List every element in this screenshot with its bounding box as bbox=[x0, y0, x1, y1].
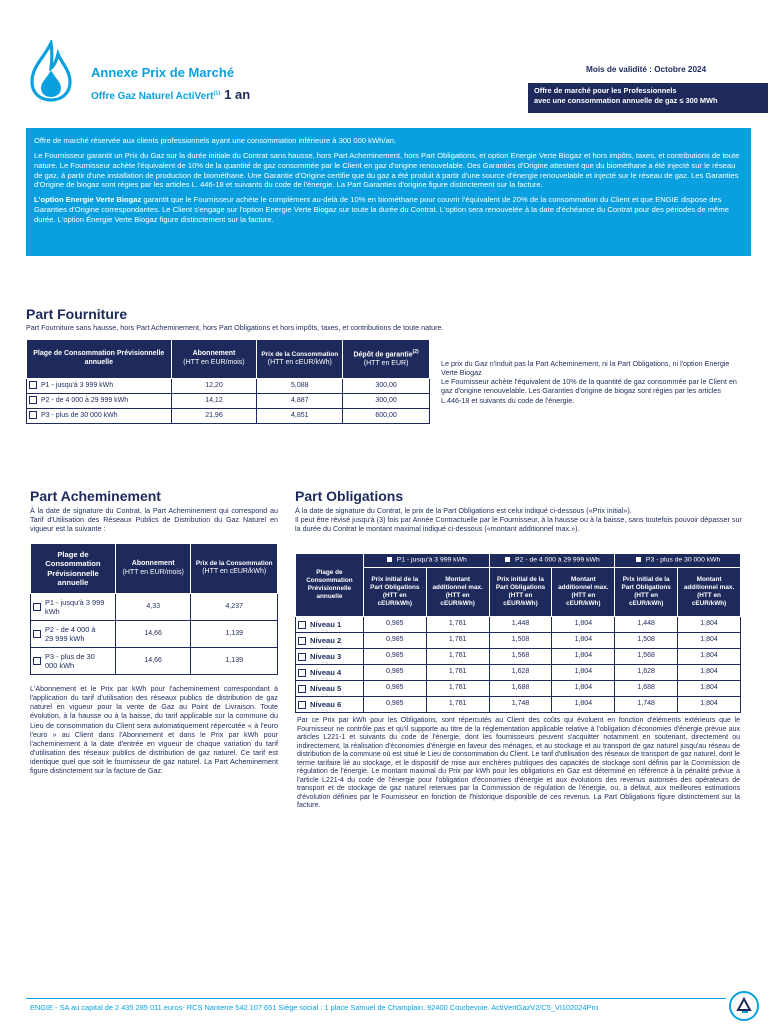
col-plage: Plage de Consommation Prévisionnelle annuelle bbox=[27, 340, 172, 379]
col-montant-max: Montant additionnel max. (HTT en cEUR/kWh) bbox=[426, 568, 489, 617]
checkbox[interactable] bbox=[386, 556, 393, 563]
checkbox[interactable] bbox=[29, 411, 37, 419]
col-plage: Plage de Consommation Prévisionnelle annuelle bbox=[31, 544, 116, 594]
group-p2: P2 - de 4 000 à 29 999 kWh bbox=[489, 554, 615, 568]
table-row: Niveau 6 0,985 1,761 1,748 1,804 1,748 1,804 bbox=[296, 697, 741, 713]
fourniture-subtitle: Part Fourniture sans hausse, hors Part Acheminement, hors Part Obligations et hors impôts, taxes, et contributions de toute nature. bbox=[26, 323, 444, 332]
obligations-intro: À la date de signature du Contrat, le prix de la Part Obligations est celui indiqué ci-dessous («Prix initial»). Il peut être révisé jusqu'à (3) fois par Année Contractuelle par le Fournisseur, à la hausse ou à la baisse, sans toutefois pouvoir dépasser sur la durée du Contrat le montant maximal indiqué ci-dessous («montant additionnel max.»). bbox=[295, 506, 742, 534]
checkbox[interactable] bbox=[298, 653, 306, 661]
duration: 1 an bbox=[224, 87, 251, 102]
fourniture-note: Le prix du Gaz n'induit pas la Part Acheminement, ni la Part Obligations, ni l'option Energie Verte Biogaz Le Fournisseur achète l'équivalent de 10% de la quantité de gaz consommée par le Client en gaz d'origine renouvelable. Les Garanties d'origine de biogaz sont régies par les articles L.446-18 et suivants du code de l'énergie. bbox=[441, 359, 737, 405]
table-row: Niveau 2 0,985 1,761 1,508 1,804 1,508 1,804 bbox=[296, 633, 741, 649]
recycle-icon bbox=[728, 990, 760, 1022]
col-montant-max: Montant additionnel max. (HTT en cEUR/kWh) bbox=[678, 568, 741, 617]
col-abonnement: Abonnement (HTT en EUR/mois) bbox=[115, 544, 191, 594]
checkbox[interactable] bbox=[33, 657, 41, 665]
fourniture-table bbox=[26, 339, 430, 424]
checkbox[interactable] bbox=[298, 685, 306, 693]
group-p3: P3 - plus de 30 000 kWh bbox=[615, 554, 741, 568]
col-prix-initial: Prix initial de la Part Obligations (HTT en cEUR/kWh) bbox=[615, 568, 678, 617]
col-plage: Plage de Consommation Prévisionnelle annuelle bbox=[296, 554, 364, 617]
acheminement-text: L'Abonnement et le Prix par kWh pour l'acheminement correspondant à l'application du tarif d'utilisation des réseaux publics de distribution de gaz naturel en vigueur pour la vente de Gaz au Point de Livraison. Toute évolution, à la hausse ou à la baisse, du tarif applicable sur la commune du Lieu de consommation du Client sera automatiquement répercutée « à l'euro l'euro » au Client dans l'Abonnement et dans le Prix par kWh pour l'acheminement à la date d'entrée en vigueur de chaque variation du tarif d'utilisation des réseaux publics de distribution de gaz naturel. Ce tarif est identique quel que soit le fournisseur de gaz naturel. La Part Acheminement figure distinctement sur la facture de Gaz. bbox=[30, 684, 278, 776]
table-row: P1 - jusqu'à 3 999 kWh 12,20 5,088 300,00 bbox=[27, 379, 430, 394]
checkbox[interactable] bbox=[298, 621, 306, 629]
obligations-table bbox=[295, 553, 741, 713]
table-row: P3 - plus de 30 000 kWh 14,66 1,139 bbox=[31, 648, 278, 675]
checkbox[interactable] bbox=[298, 637, 306, 645]
checkbox[interactable] bbox=[29, 381, 37, 389]
col-abonnement: Abonnement (HTT en EUR/mois) bbox=[171, 340, 257, 379]
validity-date: Mois de validité : Octobre 2024 bbox=[586, 65, 707, 74]
checkbox[interactable] bbox=[298, 701, 306, 709]
checkbox[interactable] bbox=[33, 630, 41, 638]
col-prix: Prix de la Consommation (HTT en cEUR/kWh) bbox=[191, 544, 278, 594]
intro-box bbox=[26, 128, 751, 256]
table-row: Niveau 1 0,985 1,761 1,448 1,804 1,448 1,804 bbox=[296, 617, 741, 633]
col-prix-initial: Prix initial de la Part Obligations (HTT en cEUR/kWh) bbox=[489, 568, 552, 617]
offer-type-box: Offre de marché pour les Professionnels avec une consommation annuelle de gaz ≤ 300 MWh bbox=[528, 83, 768, 113]
checkbox[interactable] bbox=[504, 556, 511, 563]
fourniture-title: Part Fourniture bbox=[26, 306, 128, 322]
acheminement-title: Part Acheminement bbox=[30, 488, 161, 504]
col-prix: Prix de la Consommation (HTT en cEUR/kWh) bbox=[257, 340, 343, 379]
footer-divider bbox=[26, 998, 726, 999]
gas-flame-logo-icon bbox=[28, 40, 74, 102]
acheminement-intro: À la date de signature du Contrat, la Part Acheminement qui correspond au Tarif d'Utilisation des Réseaux Publics de Distribution du Gaz Naturel en vigueur est la suivante : bbox=[30, 506, 278, 534]
acheminement-table bbox=[30, 543, 278, 675]
col-montant-max: Montant additionnel max. (HTT en cEUR/kWh) bbox=[552, 568, 615, 617]
col-prix-initial: Prix initial de la Part Obligations (HTT en cEUR/kWh) bbox=[363, 568, 426, 617]
checkbox[interactable] bbox=[298, 669, 306, 677]
obligations-text: Par ce Prix par kWh pour les Obligations, sont répercutés au Client des coûts qui évoluent en fonction d'éléments extérieurs que le Fournisseur ne contrôle pas et qu'il supporte au titre de la réglementation applicable relative à l'obligation d'économies d'énergie prévue aux articles L221-1 et suivants du code de l'énergie, dont les fournisseurs peuvent s'acquitter notamment en soutenant, directement ou indirectement, la réalisation d'économies d'énergie en faveur des ménages, et au stockage et au transport de gaz naturel jusqu'au réseau de distribution de la commune où est situé le Lieu de consommation du Client. Le tarif d'utilisation des réseaux de transport de gaz naturel, dont le terme tarifaire lié au stockage, et le dispositif de mise aux enchères publiques des capacités de stockage sont définis par la Commission de régulation de l'énergie. Le montant maximal du Prix par kWh pour les obligations en Gaz est déterminé en référence à la pénalité prévue à l'article L221-4 du code de l'énergie pour l'obligation d'économies d'énergie et aux évolutions des revenus autorisés des opérateurs de transport et de stockage de gaz naturel retenues par la Commission de régulation de l'énergie, ou, à défaut, aux meilleures estimations d'évolution définies par le Fournisseur en fonction de l'historique disponible de ces revenus. La Part Obligations figure distinctement sur la facture. bbox=[297, 717, 740, 810]
page-title: Annexe Prix de Marché bbox=[91, 65, 235, 80]
table-row: Niveau 5 0,985 1,761 1,688 1,804 1,688 1,804 bbox=[296, 681, 741, 697]
col-depot: Dépôt de garantie$^{(2)}$ (HTT en EUR) bbox=[343, 340, 430, 379]
intro-p2: Le Fournisseur garantit un Prix du Gaz sur la durée initiale du Contrat sans hausse, hors Part Acheminement, hors Part Obligations, et option Energie Verte Biogaz et hors impôts, taxes, et contributions de toute nature. Le Fournisseur achète l'équivalent de 10% de la quantité de gaz consommée par le Client en gaz d'origine renouvelable. Des Garanties d'Origine attestent que du biométhane a été injecté sur le réseau de gaz, à partir d'une installation de production de biométhane. Une Garantie d'Origine certifie que du gaz a été produit à partir d'une source d'énergie renouvelable et injecté sur le réseau de gaz. Les Garanties d'Origine de biogaz sont régies par les articles L. 446-18 et suivants du code de l'énergie. La Part Garanties d'origine figure distinctement sur la facture. bbox=[34, 150, 740, 190]
table-row: P2 - de 4 000 à 29 999 kWh 14,66 1,139 bbox=[31, 621, 278, 648]
intro-p1: Offre de marché réservée aux clients professionnels ayant une consommation inférieure à 300 000 kWh/an. bbox=[34, 136, 397, 145]
checkbox[interactable] bbox=[635, 556, 642, 563]
table-row: P3 - plus de 30 000 kWh 21,96 4,851 600,00 bbox=[27, 409, 430, 424]
obligations-title: Part Obligations bbox=[295, 488, 404, 504]
table-row: Niveau 4 0,985 1,761 1,628 1,804 1,628 1,804 bbox=[296, 665, 741, 681]
checkbox[interactable] bbox=[33, 603, 41, 611]
table-row: P2 - de 4 000 à 29 999 kWh 14,12 4,887 300,00 bbox=[27, 394, 430, 409]
checkbox[interactable] bbox=[29, 396, 37, 404]
intro-p3: L'option Energie Verte Biogaz garantit que le Fournisseur achète le complément au-delà de 10% en biométhane pour couvrir l'équivalent de 20% de la consommation du Client et que ENGIE dispose des Garanties d'Origine correspondantes. Le Client s'engage sur l'option Energie Verte Biogaz sur toute la durée du Contrat. L'option sera renouvelée à la date d'échéance du Contrat pour des périodes de même durée. L'option Énergie Verte Biogaz figure distinctement sur la facture. bbox=[34, 195, 729, 225]
offer-subtitle: Offre Gaz Naturel ActiVert$^{(1)}$ 1 an bbox=[91, 87, 251, 102]
table-row: P1 - jusqu'à 3 999 kWh 4,33 4,237 bbox=[31, 594, 278, 621]
group-p1: P1 - jusqu'à 3 999 kWh bbox=[363, 554, 489, 568]
footer-legal: ENGIE - SA au capital de 2 435 285 011 euros- RCS Nanterre 542 107 651 Siège social : 1 place Samuel de Champlain, 92400 Courbevoie. ActiVertGazV2/C5_VI102024Pro bbox=[30, 1003, 599, 1012]
table-row: Niveau 3 0,985 1,761 1,568 1,804 1,568 1,804 bbox=[296, 649, 741, 665]
